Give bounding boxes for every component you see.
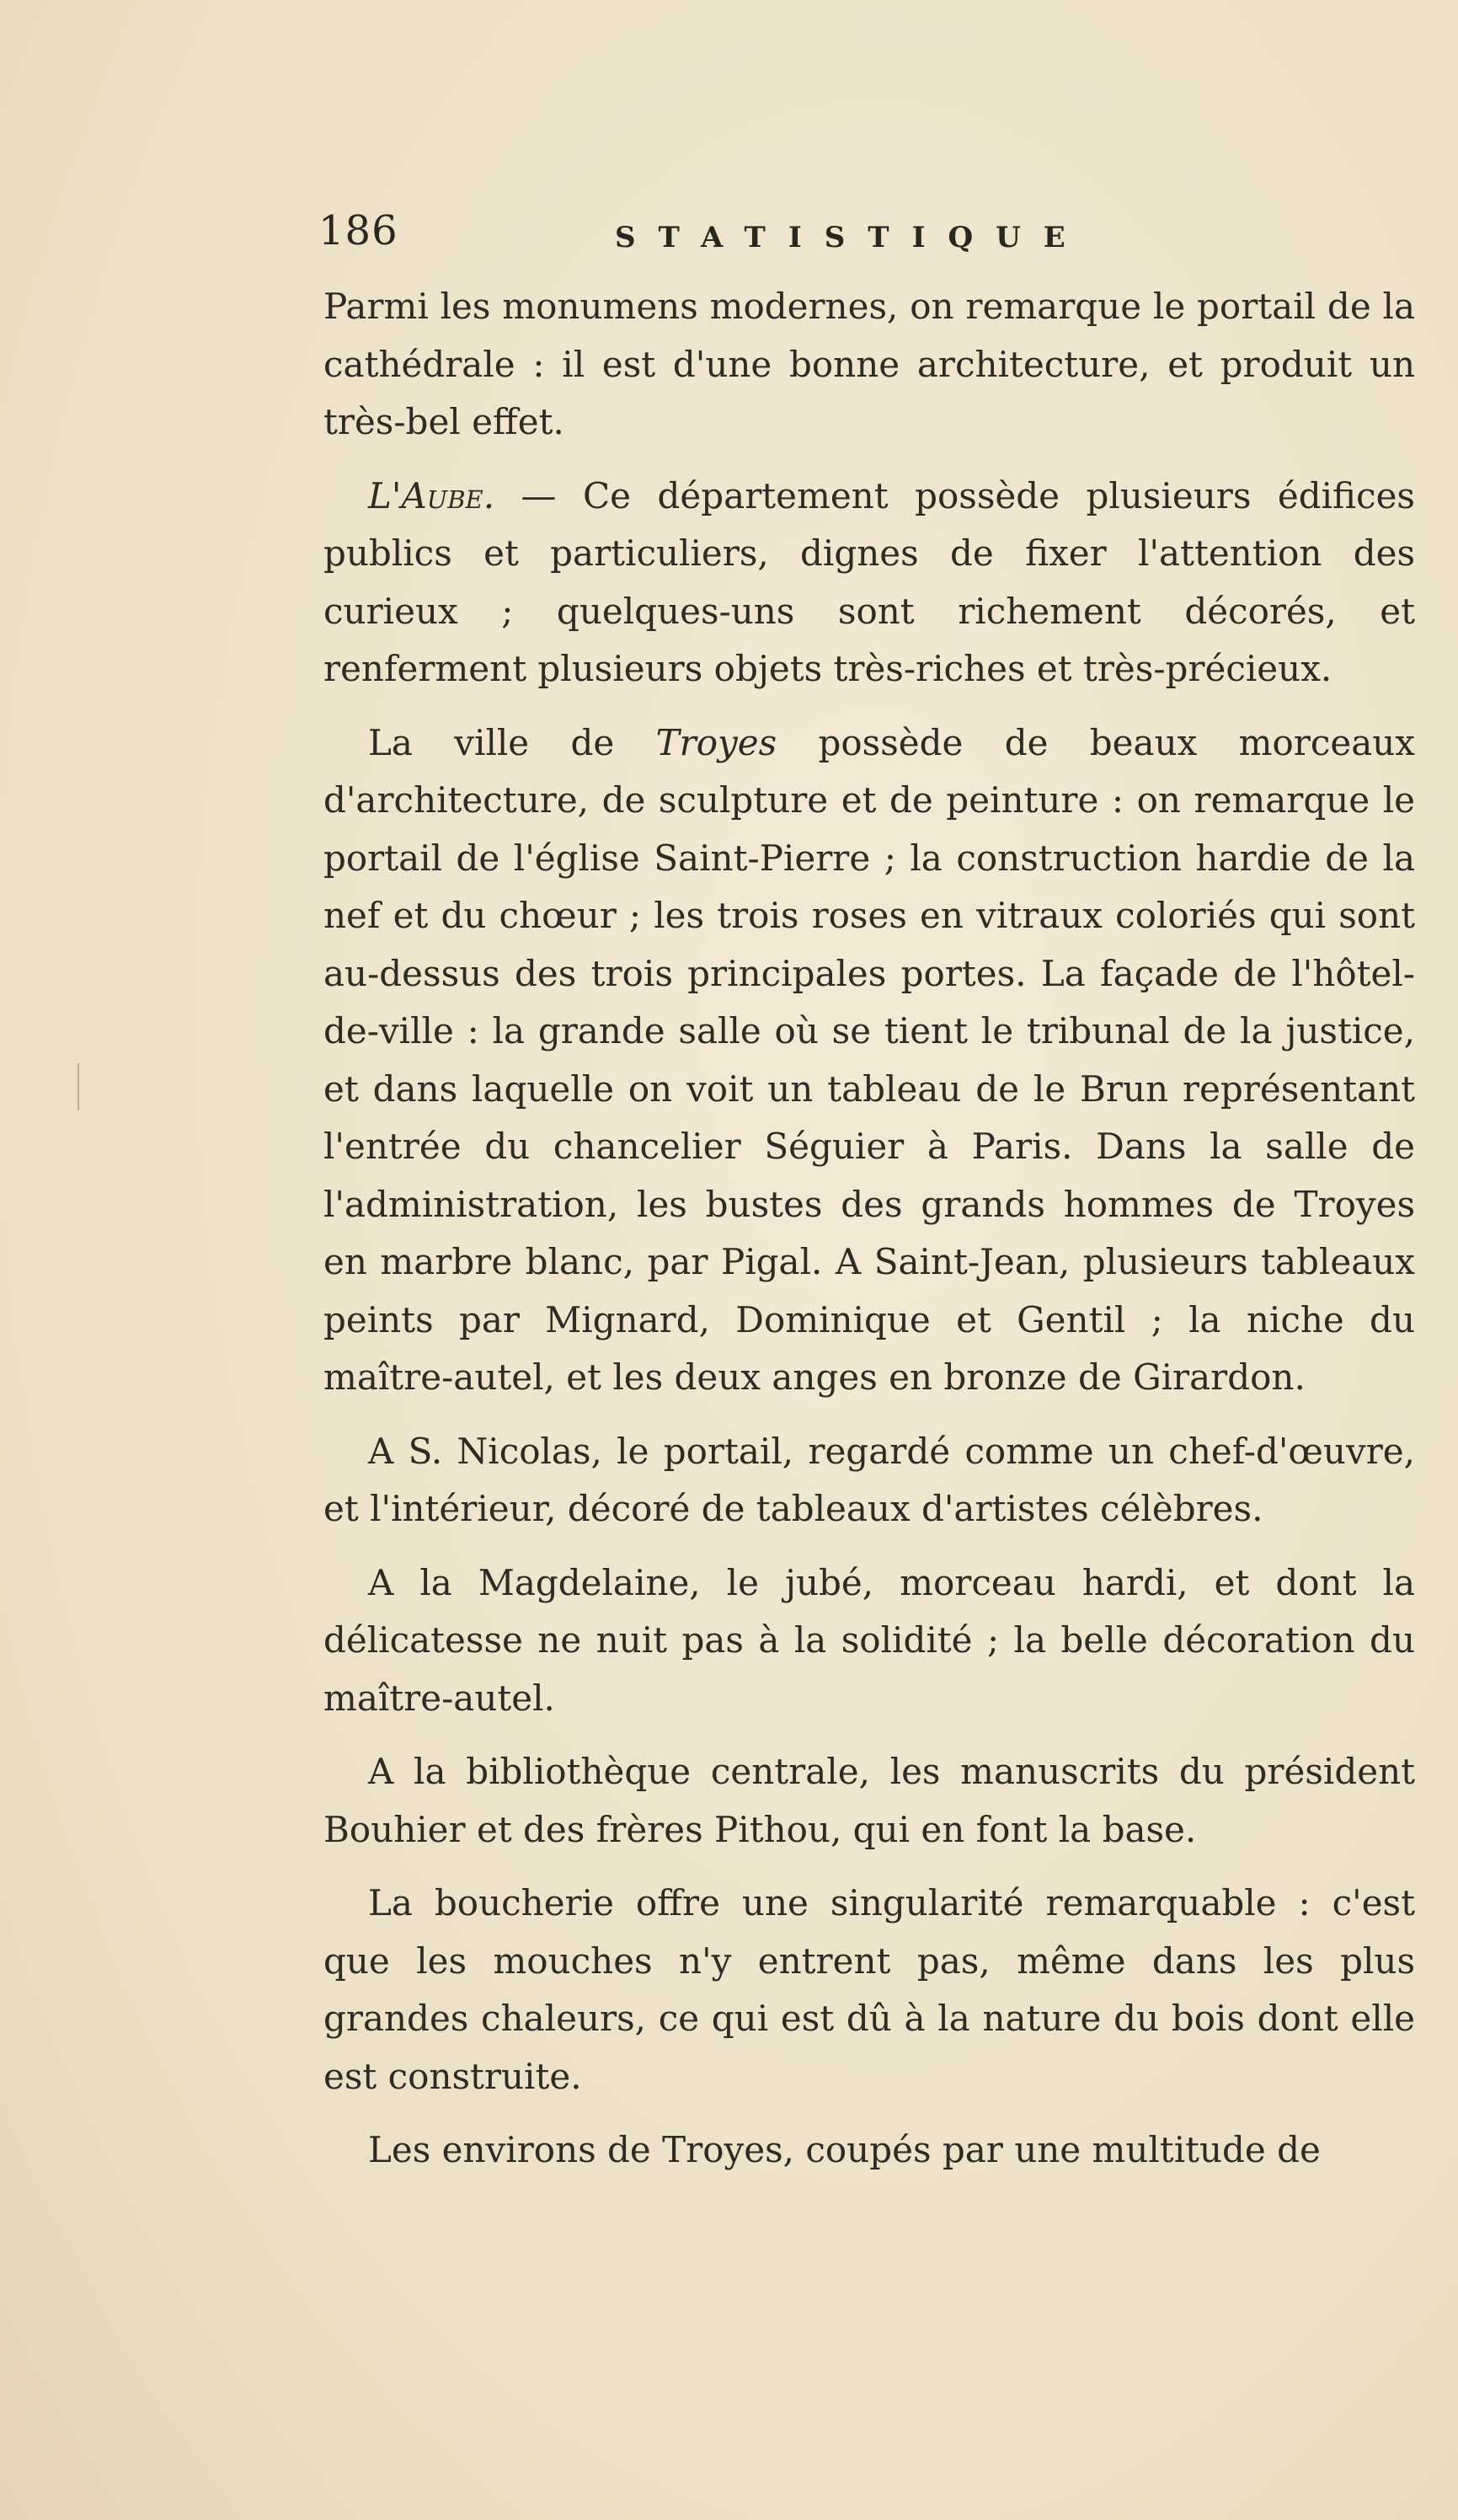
paragraph-8: Les environs de Troyes, coupés par une multitude de [368,2129,1321,2170]
running-title: STATISTIQUE [615,221,1088,254]
place-name: Troyes [655,721,777,763]
paragraph-3 [323,714,1415,1407]
margin-mark [77,1063,79,1110]
body-text [323,278,1415,2196]
paragraph-2 [323,468,1415,698]
department-name: L'Aube. [368,474,495,516]
paragraph-5: A la Magdelaine, le jubé, morceau hardi, et dont la délicatesse ne nuit pas à la solidité ; la belle décoration du maître-autel. [323,1561,1415,1719]
paragraph-6: A la bibliothèque centrale, les manuscrits du président Bouhier et des frères Pithou, qui en font la base. [323,1751,1415,1850]
paragraph-3-text: possède de beaux morceaux d'architecture, de sculpture et de peinture : on remarque le portail de l'église Saint-Pierre ; la construction hardie de la nef et du chœur ; les trois roses en vitraux coloriés qui sont au-dessus des trois principales portes. La façade de l'hôtel-de-ville : la grande salle où se tient le tribunal de la justice, et dans laquelle on voit un tableau de le Brun représentant l'entrée du chancelier Séguier à Paris. Dans la salle de l'administration, les bustes des grands hommes de Troyes en marbre blanc, par Pigal. A Saint-Jean, plusieurs tableaux peints par Mignard, Dominique et Gentil ; la niche du maître-autel, et les deux anges en bronze de Girardon. [323,721,1415,1398]
paragraph-1: Parmi les monumens modernes, on remarque le portail de la cathédrale : il est d'une bonne architecture, et produit un très-bel effet. [323,286,1415,442]
page-number: 186 [318,207,398,254]
paragraph-3-start: La ville de [368,721,656,763]
paragraph-7: La boucherie offre une singularité remarquable : c'est que les mouches n'y entrent pas, même dans les plus grandes chaleurs, ce qui est dû à la nature du bois dont elle est construite. [323,1882,1415,2097]
paragraph-2-text: — Ce département possède plusieurs édifices publics et particuliers, dignes de fixer l'attention des curieux ; quelques-uns sont richement décorés, et renferment plusieurs objets très-riches et très-précieux. [323,474,1415,689]
paragraph-4: A S. Nicolas, le portail, regardé comme un chef-d'œuvre, et l'intérieur, décoré de tableaux d'artistes célèbres. [323,1430,1415,1529]
